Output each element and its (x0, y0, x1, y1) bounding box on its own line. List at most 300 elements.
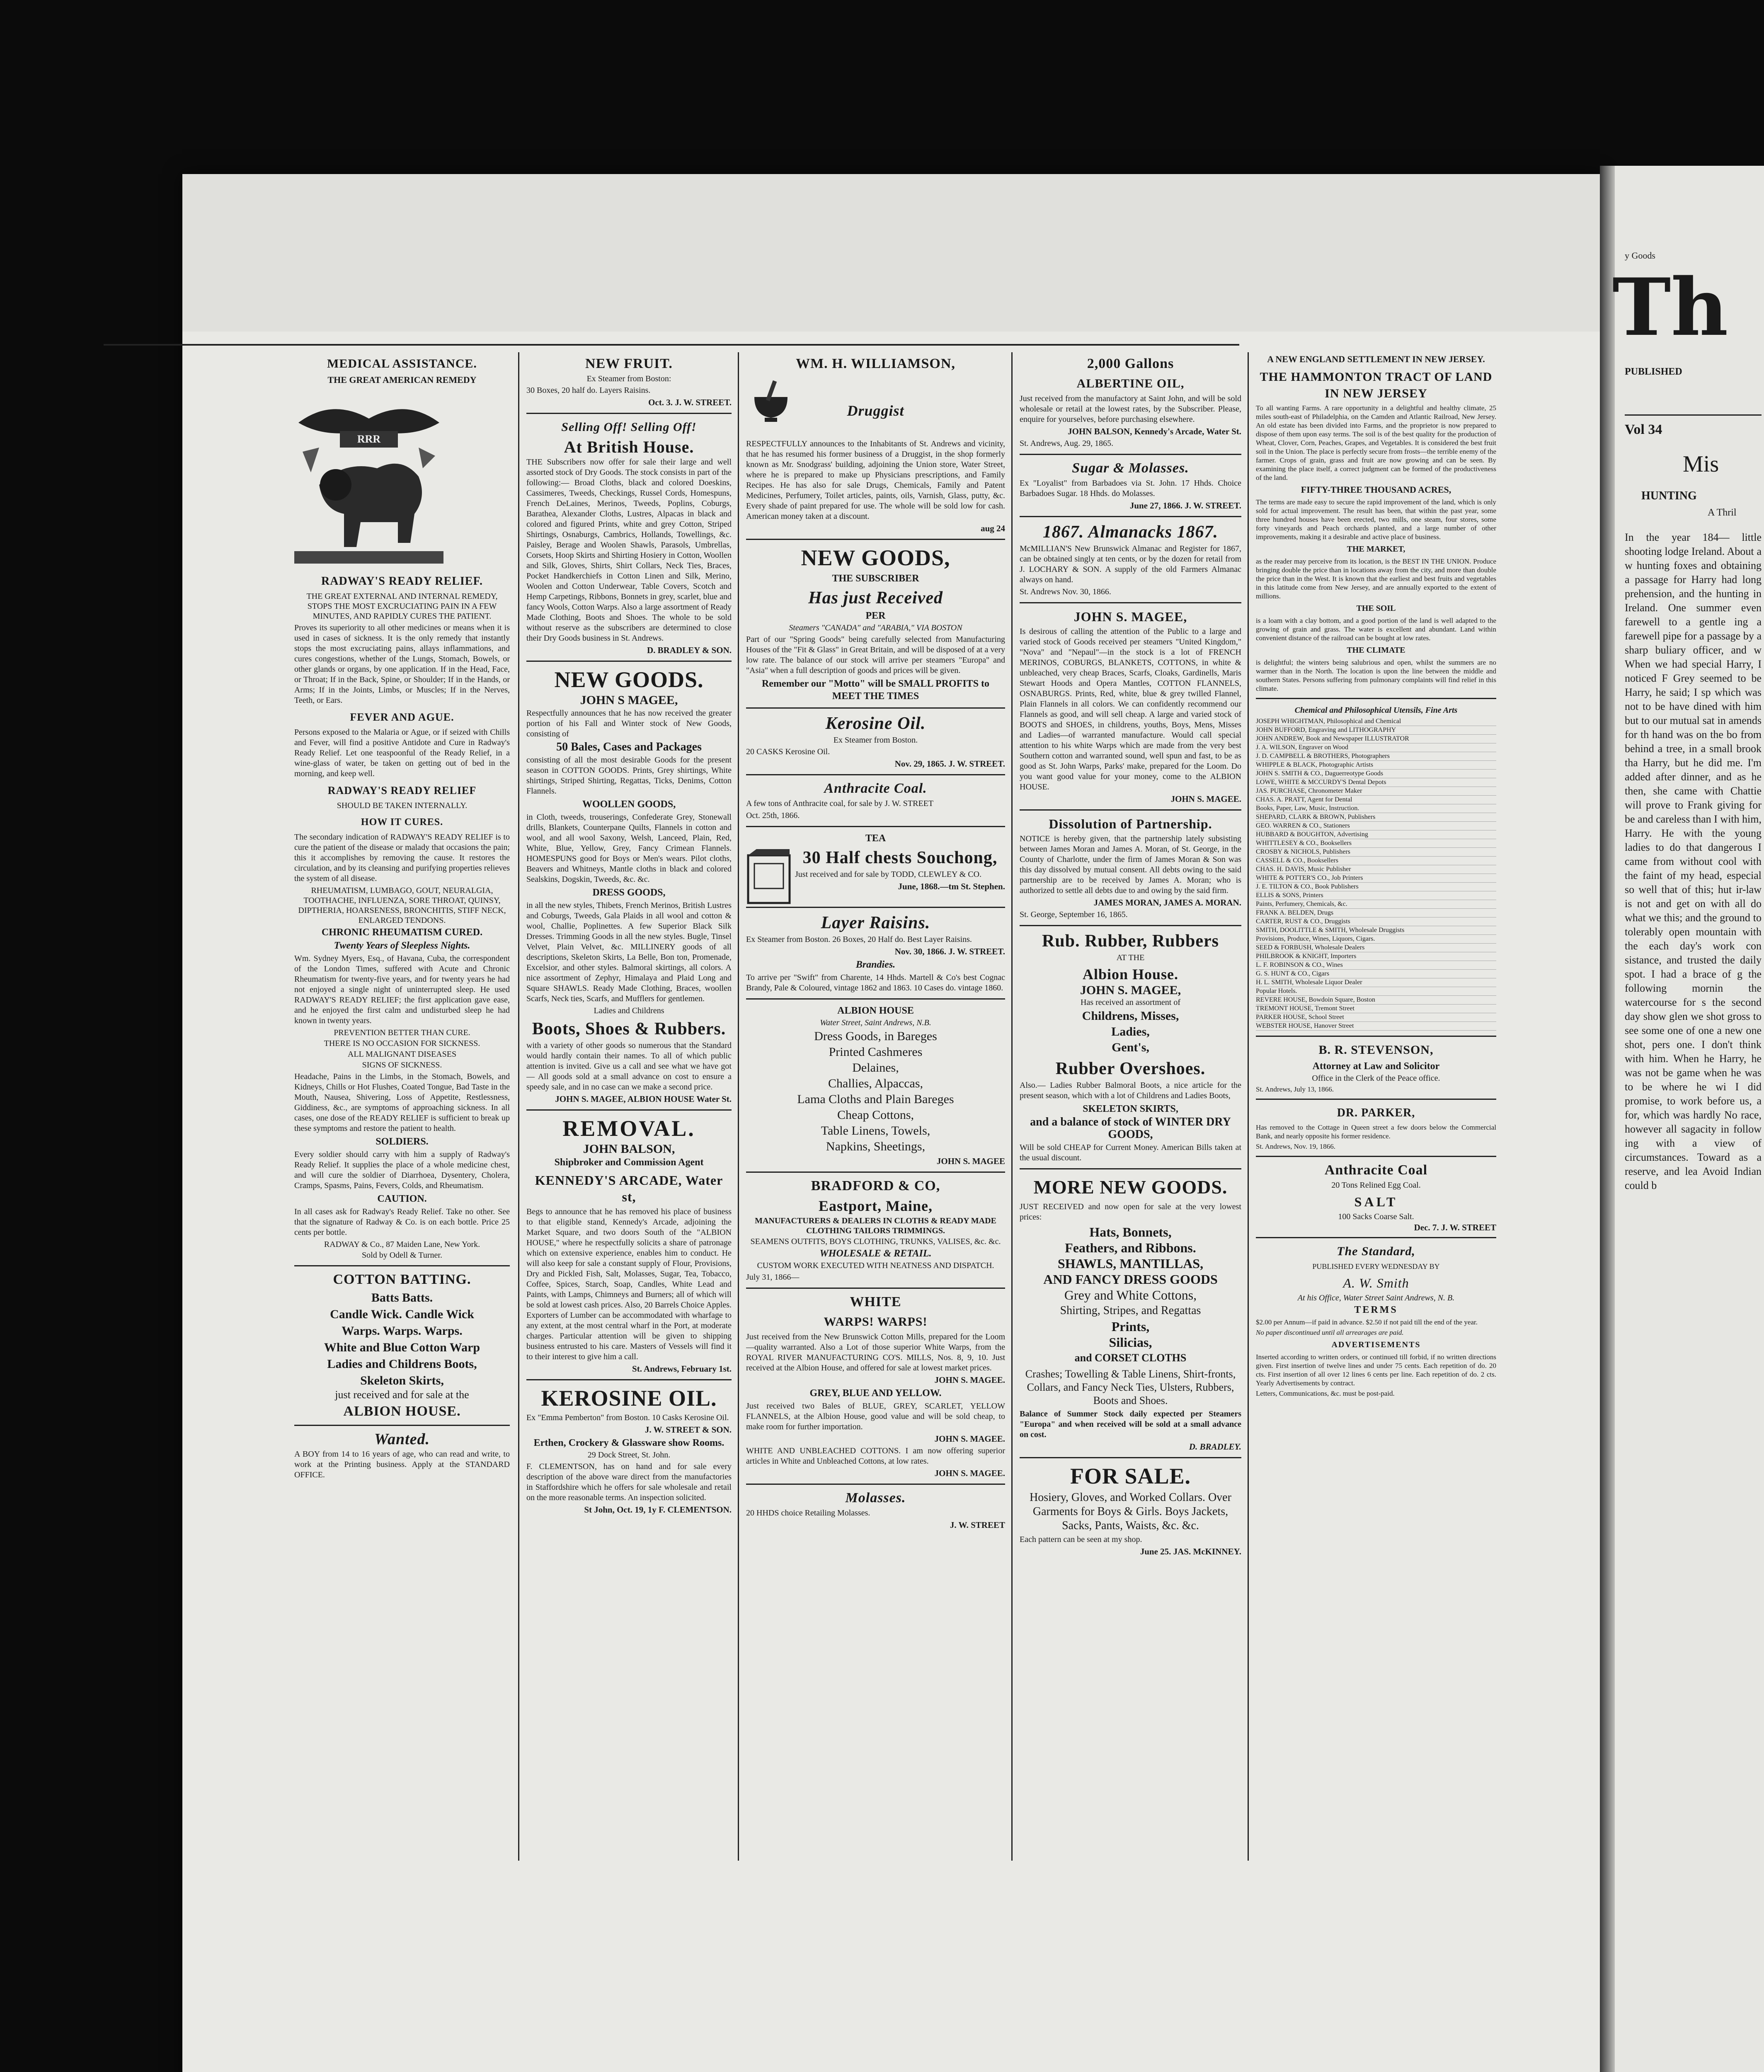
cotton-heading: COTTON BATTING. (333, 1272, 471, 1287)
separator (1020, 809, 1241, 811)
molasses-heading: Molasses. (845, 1490, 906, 1506)
separator (1020, 1168, 1241, 1169)
directory-heading: Chemical and Philosophical Utensils, Fine Arts (1294, 706, 1458, 715)
directory-entry: CROSBY & NICHOLS, Publishers (1256, 848, 1496, 857)
brandies-heading: Brandies. (855, 959, 896, 970)
directory-entry: JOHN S. SMITH & CO., Daguerreotype Goods (1256, 770, 1496, 778)
selling-heading: Selling Off! Selling Off! (561, 420, 697, 434)
sugar-body: Ex "Loyalist" from Barbadoes via St. John. 17 Hhds. Choice Barbadoes Sugar. 18 Hhds. do Molasses. (1020, 479, 1241, 498)
dress-body: in all the new styles, Thibets, French Merinos, British Lustres and Coburgs, Tweeds, Gala Plaids in all wool and cotton & wool, Challie, Poplinettes. A few Superior Black Silk Dresses. Trimming Goods in all the new styles. Bugle, Tinsel Velvet, Plain Velvet, &c. MILLINERY goods of all descriptions, Skeleton Skirts, La Belle, Bon ton, Promenade, Excelsior, and other styles. Balmoral skirtings, all colors. A nice assortment of Zephyr, Himalaya and Plaid Long and Square SHAWLS. Ready Made Clothing, Braces, woollen Scarfs, Neck ties, Scarfs, and Mufflers for gentlemen. (526, 901, 732, 1003)
how-heading: HOW IT CURES. (361, 817, 443, 828)
sold-by: Sold by Odell & Turner. (362, 1251, 442, 1260)
directory-entry: CARTER, RUST & CO., Druggists (1256, 917, 1496, 926)
directory-entry: PHILBROOK & KNIGHT, Importers (1256, 952, 1496, 961)
climate-body: is delightful; the winters being salubrious and open, whilst the summers are no warmer than in the North. The location is upon the line between the middle and southern States. Persons suffering from pulmonary complaints will find relief in this climate. (1256, 658, 1496, 692)
sugar-signature: June 27, 1866. J. W. STREET. (1129, 501, 1241, 511)
cotton-line: Warps. Warps. Warps. (342, 1324, 463, 1338)
directory-entry: WHITE & POTTER'S CO., Job Printers (1256, 874, 1496, 883)
separator (1256, 698, 1496, 699)
separator (746, 1288, 1005, 1289)
goods-line: Prints, (1111, 1319, 1150, 1334)
fifty-body: The terms are made easy to secure the rapid improvement of the land, which is only sold for actual improvement. The result has been, that within the past year, some three hundred houses have been erected, two mills, one steam, four stores, some forty vineyards and Peach orchards planted, and a large number of other improvements, making it a desirable and active place of business. (1256, 498, 1496, 541)
british-house-heading: At British House. (564, 438, 694, 456)
soldiers-body: Every soldier should carry with him a supply of Radway's Ready Relief. It supplies the place of a whole medicine chest, and will cure the soldier of Diarrhoea, Dysentery, Cholera, Cramps, Spasms, Pains, Fevers, Colds, and Rheumatism. (294, 1150, 510, 1190)
druggist-body: RESPECTFULLY announces to the Inhabitants of St. Andrews and vicinity, that he has resumed his former business of a Druggist, in the shop formerly known as Mr. Snodgrass' building, adjoining the Union store, Water Street, where he is prepared to make up Physicians prescriptions, and Family Recipes. He has also for sale Drugs, Chemicals, Family and Patent Medicines, Perfumery, Toilet articles, paints, oils, Varnish, Glass, putty, &c. Every shade of paint prepared for use. The whole will be sold low for cash. American money taken at a discount. (746, 439, 1005, 521)
skeleton-heading: SKELETON SKIRTS, (1083, 1104, 1178, 1114)
hunting-heading: HUNTING (1641, 489, 1697, 502)
salt-signature: Dec. 7. J. W. STREET (1414, 1222, 1496, 1232)
goods-line: and CORSET CLOTHS (1074, 1352, 1187, 1364)
rubbers-list (1020, 1008, 1241, 1055)
caution-body: In all cases ask for Radway's Ready Relief. Take no other. See that the signature of Radway & Co. is on each bottle. Price 25 cents per bottle. (294, 1207, 510, 1237)
how-body: The secondary indication of RADWAY'S READY RELIEF is to cure the patient of the disease or malady that occasions the pain; this it accomplishes by removing the cause. It restores the circulation, and by its cleansing and purifying properties relieves the system of all disease. (294, 833, 510, 883)
albion-house-label: ALBION HOUSE. (343, 1404, 461, 1419)
mortar-pestle-icon (746, 376, 796, 426)
directory-entry: Provisions, Produce, Wines, Liquors, Cigars. (1256, 935, 1496, 944)
crashes-body: Crashes; Towelling & Table Linens, Shirt-fronts, Collars, and Fancy Neck Ties, Ulsters, Rubbers, Boots and Shoes. (1025, 1368, 1236, 1406)
tea-body: Just received and for sale by TODD, CLEWLEY & CO. (795, 870, 982, 879)
almanacks-heading: 1867. Almanacks 1867. (1042, 523, 1219, 542)
almanacks-body: McMILLIAN'S New Brunswick Almanac and Register for 1867, can be obtained singly at ten cents, or by the dozen for retail from J. LOCHARY & SON. A supply of the old Farmers Almanac always on hand. (1020, 544, 1241, 584)
tea-label: TEA (865, 833, 886, 844)
standard-address: At his Office, Water Street Saint Andrews, N. B. (1297, 1293, 1455, 1302)
directory-entry: J. D. CAMPBELL & BROTHERS, Photographers (1256, 752, 1496, 761)
column-1 (294, 352, 510, 1861)
goods-line: SHAWLS, MANTILLAS, (1057, 1256, 1204, 1271)
warps-heading: WARPS! WARPS! (824, 1315, 928, 1329)
directory-entry: WEBSTER HOUSE, Hanover Street (1256, 1022, 1496, 1031)
directory-entry: G. S. HUNT & CO., Cigars (1256, 970, 1496, 978)
brandies-body: To arrive per "Swift" from Charente, 14 Hhds. Martell & Co's best Cognac Brandy, Pale & Coloured, vintage 1862 and 1863. 10 Cases do. vintage 1860. (746, 973, 1005, 992)
more-goods-list (1020, 1224, 1241, 1366)
subscriber-heading: THE SUBSCRIBER (832, 573, 919, 584)
adjacent-page (1600, 166, 1764, 2072)
remedy-heading: THE GREAT AMERICAN REMEDY (327, 375, 477, 385)
advertising-tail: Letters, Communications, &c. must be post-paid. (1256, 1389, 1395, 1397)
grey-signature: JOHN S. MAGEE. (934, 1434, 1005, 1444)
balson-name: JOHN BALSON, (583, 1142, 675, 1156)
wanted-heading: Wanted. (374, 1431, 430, 1448)
relief-heading: RADWAY'S READY RELIEF. (321, 575, 483, 588)
anthracite-heading: Anthracite Coal (1324, 1162, 1428, 1178)
williamson-heading: WM. H. WILLIAMSON, (796, 356, 955, 371)
goods-line: AND FANCY DRESS GOODS (1043, 1272, 1218, 1287)
malignant-heading: ALL MALIGNANT DISEASES (347, 1050, 457, 1059)
directory-entry: JOSEPH WHIGHTMAN, Philosophical and Chemical (1256, 717, 1496, 726)
directory-entry: Popular Hotels. (1256, 987, 1496, 996)
signs-heading: SIGNS OF SICKNESS. (362, 1060, 442, 1070)
separator (294, 1265, 510, 1266)
kerosine-sub: Ex Steamer from Boston. (833, 736, 918, 745)
separator (1256, 1036, 1496, 1037)
arcade-heading: KENNEDY'S ARCADE, Water st, (535, 1173, 723, 1204)
cotton-line: Batts Batts. (371, 1291, 433, 1305)
molasses-body: 20 HHDS choice Retailing Molasses. (746, 1508, 870, 1518)
occasion-heading: THERE IS NO OCCASION FOR SICKNESS. (324, 1039, 480, 1048)
winter-heading: and a balance of stock of WINTER DRY GOODS, (1030, 1116, 1231, 1141)
page-margin-top (182, 174, 1600, 332)
kerosine-heading: KEROSINE OIL. (541, 1386, 717, 1411)
gallons-heading: 2,000 Gallons (1087, 356, 1174, 371)
warps-body: Just received from the New Brunswick Cotton Mills, prepared for the Loom—quality warranted. Also a Lot of those superior White Warps, from the ROYAL RIVER MANUFACTURING CO'S. MILLS, Nos. 8, 9, 10. Just received at the Albion House, and offered for sale at lowest market prices. (746, 1332, 1005, 1372)
climate-heading: THE CLIMATE (1347, 646, 1405, 655)
settlement-heading: A NEW ENGLAND SETTLEMENT IN NEW JERSEY. (1267, 354, 1485, 364)
directory-entry: SHEPARD, CLARK & BROWN, Publishers (1256, 813, 1496, 822)
overshoes-heading: Rubber Overshoes. (1055, 1059, 1206, 1078)
for-sale-heading: FOR SALE. (1070, 1464, 1191, 1489)
directory-entry: GEO. WARREN & CO., Stationers (1256, 822, 1496, 830)
motto: Remember our "Motto" will be SMALL PROFITS to MEET THE TIMES (761, 678, 990, 702)
fever-heading: FEVER AND AGUE. (350, 711, 454, 723)
separator (526, 661, 732, 662)
albion-list-item: Napkins, Sheetings, (826, 1140, 926, 1153)
separator (746, 1484, 1005, 1485)
rubbers-line: Ladies, (1111, 1025, 1150, 1038)
directory-entry: ELLIS & SONS, Printers (1256, 891, 1496, 900)
market-body: as the reader may perceive from its location, is the BEST IN THE UNION. Produce bringing double the price than in locations away from the city, and more than double the price than in the West. It is known that the earliest and best fruits and vegetables in this latitude come from New Jersey, and are annually exported to the extent of millions. (1256, 557, 1496, 600)
white-heading: WHITE (850, 1294, 901, 1310)
albion-heading: ALBION HOUSE (837, 1005, 914, 1016)
bales-body: consisting of all the most desirable Goods for the present season in COTTON GOODS. Prints, Grey shirtings, White shirtings, Striped Shirting, Regattas, Ticks, Denims, Cotton Flannels. (526, 755, 732, 796)
at-the-label: AT THE (1116, 953, 1145, 962)
soldiers-heading: SOLDIERS. (376, 1136, 429, 1147)
for-sale-tail: Each pattern can be seen at my shop. (1020, 1535, 1142, 1544)
standard-sub: PUBLISHED EVERY WEDNESDAY BY (1312, 1262, 1440, 1271)
separator (746, 1172, 1005, 1173)
white-cottons-body: WHITE AND UNBLEACHED COTTONS. I am now offering superior articles in White and Unbleached Cottons, at low rates. (746, 1446, 1005, 1466)
anthracite-heading: Anthracite Coal. (824, 781, 927, 796)
rubbers-line: Childrens, Misses, (1082, 1009, 1179, 1023)
grey-body: Just received two Bales of BLUE, GREY, SCARLET, YELLOW FLANNELS, at the Albion House, good value and will be sold cheap, to make room for further importation. (746, 1402, 1005, 1431)
kerosine-body: Ex "Emma Pemberton" from Boston. 10 Casks Kerosine Oil. (526, 1413, 729, 1422)
directory-entry: JAS. PURCHASE, Chronometer Maker (1256, 787, 1496, 796)
column-rule-4 (1248, 352, 1249, 1861)
albion-signature: JOHN S. MAGEE (936, 1156, 1005, 1166)
more-goods-signature: D. BRADLEY. (1189, 1442, 1241, 1452)
raisins-heading: Layer Raisins. (821, 913, 930, 932)
boots-heading: Boots, Shoes & Rubbers. (532, 1019, 726, 1038)
parker-date: St. Andrews, Nov. 19, 1866. (1256, 1143, 1336, 1150)
directory-entry: LOWE, WHITE & MCCURDY'S Dental Depots (1256, 778, 1496, 787)
new-goods-heading: NEW GOODS. (554, 667, 704, 692)
goods-fragment: y Goods (1625, 250, 1655, 261)
cotton-line: White and Blue Cotton Warp (324, 1341, 480, 1354)
relief-heading-2: RADWAY'S READY RELIEF (327, 784, 477, 796)
terms-heading: TERMS (1354, 1305, 1398, 1315)
top-rule (104, 344, 1239, 346)
directory-entry: J. E. TILTON & CO., Book Publishers (1256, 883, 1496, 891)
twenty-heading: Twenty Years of Sleepless Nights. (334, 940, 470, 951)
anthracite-body: A few tons of Anthracite coal, for sale by J. W. STREET (746, 799, 934, 808)
separator (746, 707, 1005, 709)
tea-signature: June, 1868.—tm St. Stephen. (898, 881, 1005, 891)
rheumatism-list: RHEUMATISM, LUMBAGO, GOUT, NEURALGIA, TOOTHACHE, INFLUENZA, SORE THROAT, QUINSY, DIPTHERIA, HOARSENESS, BRONCHITIS, STIFF NECK, ENLARGED TENDONS. (298, 886, 506, 925)
separator (1020, 1457, 1241, 1458)
kerosine-body: 20 CASKS Kerosine Oil. (746, 747, 830, 756)
magee-signature: JOHN S. MAGEE. (1170, 794, 1241, 804)
goods-line: Grey and White Cottons, (1064, 1288, 1197, 1302)
assortment-line: Has received an assortment of (1080, 998, 1180, 1007)
separator (746, 774, 1005, 775)
eastport-heading: Eastport, Maine, (819, 1198, 933, 1214)
bradford-heading: BRADFORD & CO, (811, 1178, 940, 1193)
volume-label: Vol 34 (1625, 423, 1662, 437)
fruit-signature: Oct. 3. J. W. STREET. (648, 397, 732, 407)
separator (1020, 516, 1241, 517)
parker-body: Has removed to the Cottage in Queen street a few doors below the Commercial Bank, and nearly opposite his former residence. (1256, 1123, 1496, 1140)
overshoes-body: Also.— Ladies Rubber Balmoral Boots, a nice article for the present season, which with a lot of Childrens and Ladies Boots, (1020, 1081, 1241, 1100)
directory-entry: L. F. ROBINSON & CO., Wines (1256, 961, 1496, 970)
published-fragment: PUBLISHED (1625, 366, 1682, 377)
caution-heading: CAUTION. (377, 1193, 427, 1204)
salt-heading: SALT (1354, 1194, 1398, 1209)
business-directory (1256, 717, 1496, 1031)
anthracite-body: 20 Tons Relined Egg Coal. (1331, 1181, 1421, 1190)
separator (1256, 1099, 1496, 1100)
goods-line: Silicias, (1109, 1335, 1152, 1350)
directory-entry: TREMONT HOUSE, Tremont Street (1256, 1005, 1496, 1013)
magee-name: JOHN S MAGEE, (580, 693, 678, 707)
balson-sub: Shipbroker and Commission Agent (554, 1157, 704, 1168)
wholesale-heading: WHOLESALE & RETAIL. (819, 1248, 932, 1259)
clementson-signature: St John, Oct. 19, 1y F. CLEMENTSON. (584, 1505, 732, 1515)
druggist-heading: Druggist (847, 402, 904, 419)
directory-entry: JOHN ANDREW, Book and Newspaper ILLUSTRATOR (1256, 735, 1496, 743)
publisher-name: A. W. Smith (1343, 1276, 1409, 1290)
albion-list-item: Cheap Cottons, (837, 1108, 914, 1122)
raisins-signature: Nov. 30, 1866. J. W. STREET. (894, 946, 1005, 956)
market-heading: THE MARKET, (1347, 545, 1405, 554)
separator (526, 1109, 732, 1111)
albion-list-item: Table Linens, Towels, (821, 1124, 930, 1138)
removal-heading: REMOVAL. (562, 1116, 695, 1141)
standard-heading: The Standard, (1337, 1244, 1415, 1258)
custom-line: CUSTOM WORK EXECUTED WITH NEATNESS AND DISPATCH. (757, 1261, 994, 1270)
terms-body: $2.00 per Annum—if paid in advance. $2.50 if not paid till the end of the year. (1256, 1318, 1478, 1326)
albertine-heading: ALBERTINE OIL, (1076, 377, 1185, 390)
column-rule-2 (738, 352, 739, 1861)
arcade-signature: St. Andrews, February 1st. (632, 1364, 732, 1374)
magee-name-2: JOHN S. MAGEE, (1080, 983, 1181, 997)
directory-entry: Books, Paper, Law, Music, Instruction. (1256, 804, 1496, 813)
molasses-signature: J. W. STREET (950, 1520, 1005, 1530)
separator (746, 907, 1005, 908)
separator (1256, 1237, 1496, 1238)
separator (746, 539, 1005, 540)
fruit-body: 30 Boxes, 20 half do. Layers Raisins. (526, 386, 651, 395)
british-signature: D. BRADLEY & SON. (647, 645, 732, 655)
cotton-line: Ladies and Childrens Boots, (327, 1357, 477, 1371)
attorney-body: Office in the Clerk of the Peace office. (1312, 1074, 1440, 1083)
rubbers-heading: Rub. Rubber, Rubbers (1042, 932, 1219, 951)
directory-entry: WHITTLESEY & CO., Booksellers (1256, 839, 1496, 848)
wanted-body: A BOY from 14 to 16 years of age, who can read and write, to work at the Printing business. Apply at the STANDARD OFFICE. (294, 1450, 510, 1479)
white-cottons-signature: JOHN S. MAGEE. (934, 1468, 1005, 1478)
directory-entry: H. L. SMITH, Wholesale Liquor Dealer (1256, 978, 1496, 987)
fruit-sub: Ex Steamer from Boston: (586, 374, 671, 383)
dress-heading: DRESS GOODS, (592, 887, 666, 898)
steamers-body: Part of our "Spring Goods" being carefully selected from Manufacturing Houses of the "Fit & Glass" in Great Britain, and will be disposed of at a very low rate. The balance of our stock will arrive per steamers "Europa" and "Asia" when a full description of goods and prices will be given. (746, 635, 1005, 675)
directory-entry: JOHN BUFFORD, Engraving and LITHOGRAPHY (1256, 726, 1496, 735)
albertine-body: Just received from the manufactory at Saint John, and will be sold wholesale or retail at the lowest rates, by the Subscriber. Please, enquire for yourselves, before purchasing elsewhere. (1020, 394, 1241, 424)
raisins-body: Ex Steamer from Boston. 26 Boxes, 20 Half do. Best Layer Raisins. (746, 935, 972, 944)
separator (746, 998, 1005, 1000)
received-heading: Has just Received (808, 588, 943, 608)
albion-list-item: Lama Cloths and Plain Bareges (797, 1092, 954, 1106)
woollen-body: in Cloth, tweeds, trouserings, Confederate Grey, Stonewall drills, Blankets, Counterpane Quilts, Flannels in cotton and wool, and all wool Saxony, Welsh, Lanceed, Plain, Red, White, Blue, Yellow, Grey, Fancy Crimean Flannels. HOMESPUNS good for Boys or Men's wears. Pilot cloths, Beavers and Whitneys, Mantle cloths in black and colored Sealskins, Dogskin, Tweeds, &c. &c. (526, 813, 732, 884)
directory-entry: FRANK A. BELDEN, Drugs (1256, 909, 1496, 917)
mis-heading: Mis (1683, 452, 1719, 477)
directory-entry: REVERE HOUSE, Bowdoin Square, Boston (1256, 996, 1496, 1005)
directory-entry: HUBBARD & BOUGHTON, Advertising (1256, 830, 1496, 839)
page-fold-edge (1600, 166, 1615, 2072)
thril-heading: A Thril (1708, 507, 1737, 518)
directory-entry: J. A. WILSON, Engraver on Wood (1256, 743, 1496, 752)
kerosine-signature: Nov. 29, 1865. J. W. STREET. (894, 759, 1005, 769)
almanacks-signature: St. Andrews Nov. 30, 1866. (1020, 587, 1111, 596)
druggist-signature: aug 24 (981, 523, 1005, 533)
hammonton-body: To all wanting Farms. A rare opportunity in a delightful and healthy climate, 25 miles south-east of Philadelphia, on the Camden and Atlantic Railroad, New Jersey. An old estate has been divided into Farms, and the proprietor is now prepared to dispose of them upon easy terms. The soil is of the best quality for the production of Wheat, Clover, Corn, Peaches, Grapes, and Vegetables. It is considered the best fruit soil in the Union. The place is perfectly secure from frosts—the terrible enemy of the farmer. Crops of grain, grass and fruit are now growing and can be seen. By examining the place itself, a correct judgment can be formed of the productiveness of the land. (1256, 404, 1496, 482)
boots-pre: Ladies and Childrens (594, 1006, 664, 1015)
kerosine-signature: J. W. STREET & SON. (645, 1425, 732, 1435)
column-5 (1256, 352, 1496, 1861)
salt-body: 100 Sacks Coarse Salt. (1338, 1212, 1414, 1221)
albion-list (746, 1029, 1005, 1155)
dissolution-signature: JAMES MORAN, JAMES A. MORAN. (1093, 898, 1241, 908)
earthen-address: 29 Dock Street, St. John. (587, 1450, 671, 1460)
cotton-tail: just received and for sale at the (335, 1389, 469, 1401)
soil-body: is a loam with a clay bottom, and a good portion of the land is well adapted to the growing of grain and grass. The water is excellent and abundant. Land within convenient distance of the railroad can be bought at low rates. (1256, 617, 1496, 642)
directory-entry: SEED & FORBUSH, Wholesale Dealers (1256, 944, 1496, 952)
relief-subheading: THE GREAT EXTERNAL AND INTERNAL REMEDY, STOPS THE MOST EXCRUCIATING PAIN IN A FEW MINUTES, AND RAPIDLY CURES THE PATIENT. (306, 592, 498, 621)
warps-signature: JOHN S. MAGEE. (934, 1375, 1005, 1385)
signs-body: Headache, Pains in the Limbs, in the Stomach, Bowels, and Kidneys, Chills or Hot Flushes, Coated Tongue, Bad Taste in the Mouth, Nausea, Shivering, Loss of Appetite, Restlessness, Giddiness, &c., are symptoms of approaching sickness. In all cases, one dose of the READY RELIEF is sufficient to break up these symptoms and restore the patient to health. (294, 1072, 510, 1133)
svg-text:RRR: RRR (357, 433, 381, 445)
attorney-date: St. Andrews, July 13, 1866. (1256, 1085, 1334, 1093)
half-chests-heading: 30 Half chests Souchong, (802, 848, 998, 867)
directory-entry: Paints, Perfumery, Chemicals, &c. (1256, 900, 1496, 909)
directory-entry: PARKER HOUSE, School Street (1256, 1013, 1496, 1022)
albion-list-item: Dress Goods, in Bareges (814, 1029, 937, 1043)
terms-tail: No paper discontinued until all arrearages are paid. (1256, 1329, 1404, 1336)
separator (526, 413, 732, 414)
woollen-heading: WOOLLEN GOODS, (582, 799, 676, 810)
balance-body: Balance of Summer Stock daily expected per Steamers "Europa" and when received will be sold at a small advance on cost. (1020, 1409, 1241, 1439)
magee-heading: JOHN S. MAGEE, (1073, 609, 1187, 624)
fever-body: Persons exposed to the Malaria or Ague, or if seized with Chills and Fever, will find a positive Antidote and Cure in Radway's Ready Relief. Let one teaspoonful of the Ready Relief, in a wine-glass of water, be taken on getting out of bed in the morning, and keep well. (294, 728, 510, 778)
column-rule-1 (518, 352, 519, 1861)
albion-list-item: Printed Cashmeres (829, 1045, 923, 1059)
winter-body: Will be sold CHEAP for Current Money. American Bills taken at the usual discount. (1020, 1143, 1241, 1162)
albion-heading: Albion House. (1082, 966, 1179, 983)
relief-subheading-2: SHOULD BE TAKEN INTERNALLY. (337, 801, 468, 810)
column-3 (746, 352, 1005, 1861)
fifty-heading: FIFTY-THREE THOUSAND ACRES, (1301, 484, 1451, 495)
goods-line: Shirting, Stripes, and Regattas (1060, 1304, 1201, 1317)
albion-list-item: Delaines, (852, 1061, 899, 1075)
kerosine-heading: Kerosine Oil. (825, 714, 926, 733)
masthead-rule (1625, 414, 1762, 416)
directory-entry: WHIPPLE & BLACK, Photographic Artists (1256, 761, 1496, 770)
albertine-date: St. Andrews, Aug. 29, 1865. (1020, 439, 1114, 448)
new-goods-heading: NEW GOODS, (801, 545, 950, 570)
boots-signature: JOHN S. MAGEE, ALBION HOUSE Water St. (555, 1094, 732, 1104)
british-body: THE Subscribers now offer for sale their large and well assorted stock of Dry Goods. The stock consists in part of the following:— Broad Cloths, black and colored Doeskins, Cassimeres, Tweeds, Checkings, Russel Cords, Homespuns, French DeLaines, Merinos, Tweeds, Poplins, Coburgs, Barathea, Alexander Cloths, Lustres, Alpacas in black and colored and figured Prints, white and grey Cotton, Striped Shirtings, Osnaburgs, Cambrics, Hollands, Towellings, &c. Paisley, Berage and Woolen Shawls, Parasols, Umbrellas, Corsets, Hoop Skirts and Shirting Hosiery in Cotton, Woollen and Silk, Gloves, Shirts, Shirt Collars, Neck Ties, Braces, Pocket Handkerchiefs in Cotton Linen and Silk, Merino, Woolen and Cotton Underwear, Table Covers, Scotch and Hemp Carpetings, Ribbons, Bonnets in grey, scarlet, blue and fancy Wools, Cotton Warps. Also a large assortment of Ready Made Clothing, Boots and Shoes. The whole to be sold without reserve as the subscribers are determined to close their Dry Goods business in St. Andrews. (526, 457, 732, 643)
rubbers-line: Gent's, (1112, 1041, 1149, 1054)
earthen-heading: Erthen, Crockery & Glassware show Rooms. (533, 1438, 724, 1448)
advertising-body: Inserted according to written orders, or continued till forbid, if no written directions given. First insertion of twelve lines and under 75 cents. Each repetition of do. 20 cts. First insertion of all over 12 lines 6 cents per line. Each repetition of do. 2 cts. Yearly Advertisements by contract. (1256, 1353, 1496, 1387)
more-goods-heading: MORE NEW GOODS. (1033, 1176, 1228, 1198)
prevention-heading: PREVENTION BETTER THAN CURE. (334, 1028, 470, 1037)
bales-heading: 50 Bales, Cases and Packages (556, 741, 702, 753)
column-2 (526, 352, 732, 1861)
directory-entry: CHAS. H. DAVIS, Music Publisher (1256, 865, 1496, 874)
for-sale-body: Hosiery, Gloves, and Worked Collars. Over Garments for Boys & Girls. Boys Jackets, Sacks, Pants, Waists, &c. &c. (1030, 1491, 1231, 1532)
radway-address: RADWAY & Co., 87 Maiden Lane, New York. (324, 1240, 480, 1249)
clementson-body: F. CLEMENTSON, has on hand and for sale every description of the above ware direct from the manufactories in Staffordshire which he offers for sale wholesale and retail on the more reasonable terms. An inspection solicited. (526, 1462, 732, 1502)
soil-heading: THE SOIL (1356, 604, 1396, 613)
steamers-heading: Steamers "CANADA" and "ARABIA," VIA BOSTON (789, 623, 962, 632)
cotton-list (294, 1290, 510, 1389)
dissolution-heading: Dissolution of Partnership. (1049, 816, 1212, 831)
column-4 (1020, 352, 1241, 1861)
attorney-heading: Attorney at Law and Solicitor (1312, 1061, 1440, 1072)
albion-address: Water Street, Saint Andrews, N.B. (820, 1018, 931, 1027)
magee-body: Respectfully announces that he has now received the greater portion of his Fall and Winter stock of New Goods, consisting of (526, 709, 732, 738)
separator (1256, 1156, 1496, 1157)
eagle-lion-illustration (294, 390, 443, 564)
goods-line: Feathers, and Ribbons. (1065, 1240, 1196, 1255)
grey-heading: GREY, BLUE AND YELLOW. (809, 1388, 942, 1399)
relief-body: Proves its superiority to all other medicines or means when it is used in cases of sickness. It is the only remedy that instantly stops the most excruciating pains, allays inflammations, and cures congestions, whether of the Lungs, Stomach, Bowels, or other glands or organs, by one application. If in the Head, Face, or Throat; If in the Back, Spine, or Shoulder; If in the Hands, or Arms; If in the Joints, Limbs, or Muscles; If in the Nerves, Teeth, or Ears. (294, 623, 510, 705)
stevenson-heading: B. R. STEVENSON, (1318, 1043, 1434, 1057)
more-goods-body: JUST RECEIVED and now open for sale at the very lowest prices: (1020, 1202, 1241, 1222)
new-fruit-heading: NEW FRUIT. (585, 356, 673, 371)
albion-list-item: Challies, Alpaccas, (828, 1077, 923, 1090)
separator (1020, 454, 1241, 455)
directory-entry: CASSELL & CO., Booksellers (1256, 857, 1496, 865)
story-fragment: In the year 184— little shooting lodge Ireland. About a w hunting foxes and obtaining a passage for Harry had long prehension, and the hunting in Ireland. One summer even farewell to a gentle ing a farewell pipe for a passage by a sharp buliary officer, and w When we had special Harry, I noticed F Grey seemed to be Harry, he said; I sp which was not to be have dined with him but to our mutual sat in amends for th hand was on the bo from behind a tree, in a small brook tha Harry, but he did me. I'm added after dinner, and as he then, she came with Chattie will prove to Frank giving for be and careless than I with him, Harry. He with the young ladies to do that dangerous I came from without cool with the faint of my head, especial so well that of this; hut ir-law is not and get on with all do what we this; and the ground to tolerably open mountain with the each day's work con sistance, and trusted the daily spot. I had a brace of g the following mornin the watercourse for s the second day show glen we shot gross to see some one of one a new one shot, pers one. I don't think with him. When he Harry, he was not be game when he was to be where he wi I did promise, to work before us, a for, which was hardly No race, however all sagacity in follow ing with a view of circumstances. Toward as a reserve, and lea Avoid Indian could b (1625, 531, 1762, 1191)
goods-line: Hats, Bonnets, (1089, 1225, 1172, 1239)
separator (294, 1425, 510, 1426)
chronic-heading: CHRONIC RHEUMATISM CURED. (321, 927, 483, 938)
for-sale-signature: June 25. JAS. McKINNEY. (1140, 1547, 1241, 1556)
bradford-sub: MANUFACTURERS & DEALERS IN CLOTHS & READY MADE CLOTHING TAILORS TRIMMINGS. (755, 1216, 996, 1235)
albertine-signature: JOHN BALSON, Kennedy's Arcade, Water St. (1068, 426, 1241, 436)
per-label: PER (865, 610, 886, 621)
cotton-line: Skeleton Skirts, (360, 1374, 444, 1387)
hammonton-heading: THE HAMMONTON TRACT OF LAND IN NEW JERSEY (1260, 370, 1493, 400)
dissolution-date: St. George, September 16, 1865. (1020, 910, 1128, 919)
separator (526, 1379, 732, 1380)
separator (1020, 925, 1241, 926)
anthracite-date: Oct. 25th, 1866. (746, 811, 800, 820)
boots-body: with a variety of other goods so numerous that the Standard would hardly contain their names. To all of which public attention is invited. Give us a call and see what we have got— All goods sold at a small advance on cost to ensure a speedy sale, and in no case can we make a second price. (526, 1041, 732, 1092)
separator (1020, 602, 1241, 603)
nameplate-fragment: Th (1612, 261, 1728, 353)
magee-body: Is desirous of calling the attention of the Public to a large and varied stock of Goods received per steamers "United Kingdom," "Nova" and "Nepaul"—in the stock is a lot of FRENCH MERINOS, COBURGS, BLANKETS, COTTONS, in white & unbleached, very cheap Braces, Scarfs, Cloaks, Gardinells, Maris Stewart Hoods and Opera Mantles, COTTON FLANNELS, OSNABURGS. Prints, Red, white, blue & grey twilled Flannel, Plain Flannels in all colors. We can confidently recommend our Flannels as good, and will sell cheap. A large and varied stock of BOOTS and SHOES, in childrens, youths, Boys, Mens, Misses and Ladies—of warranted manufacture. Would call special attention to his white Warps which are made from the very best Southern cotton and warranted sound, well spun and fast, to be as good as St. John Warps, Parks' make, prepared for the Loom. Do you want good value for your money, come to the ALBION HOUSE. (1020, 627, 1241, 792)
twenty-body: Wm. Sydney Myers, Esq., of Havana, Cuba, the correspondent of the London Times, suffered with Acute and Chronic Rheumatism for twenty-five years, and for twenty years he had not enjoyed a single night of uninterrupted sleep. He used RADWAY'S READY RELIEF; the first application gave ease, and he enjoyed the first calm and undisturbed sleep he had known in twenty years. (294, 954, 510, 1025)
tea-chest-icon (746, 847, 792, 905)
arcade-body: Begs to announce that he has removed his place of business to that eligible stand, Kennedy's Arcade, adjoining the Market Square, and two doors South of the "ALBION HOUSE," where he respectfully solicits a share of patronage which on extensive experience, enables him to conduct. He will also keep for sale a constant supply of Flour, Provisions, Dry and Pickled Fish, Salt, Molasses, Sugar, Tea, Tobacco, Coffee, Spices, Starch, Soap, Candles, White Lead and Paints, with Lamps, Chimneys and Burners; all of which will be sold at lowest cash prices. Also, 20 Barrels Choice Apples. Exporters of Lumber can be accommodated with wharfage to any extent, at the most central wharf in the Port, at moderate charges. Particular attention will be given to shipping business entrusted to his care. Masters of Vessels will find it to their interest to give him a call. (526, 1207, 732, 1361)
directory-entry: CHAS. A. PRATT, Agent for Dental (1256, 796, 1496, 804)
dissolution-body: NOTICE is hereby given, that the partnership lately subsisting between James Moran and James A. Moran, of St. George, in the County of Charlotte, under the firm of James Moran & Son was this day dissolved by mutual consent. All debts owing to the said partnership are to be received by James A. Moran; who is authorized to settle all debts due to and owing by the said firm. (1020, 834, 1241, 895)
directory-entry: SMITH, DOOLITTLE & SMITH, Wholesale Druggists (1256, 926, 1496, 935)
parker-heading: DR. PARKER, (1337, 1106, 1415, 1119)
cotton-line: Candle Wick. Candle Wick (330, 1307, 474, 1321)
separator (746, 826, 1005, 827)
column-rule-3 (1011, 352, 1013, 1861)
